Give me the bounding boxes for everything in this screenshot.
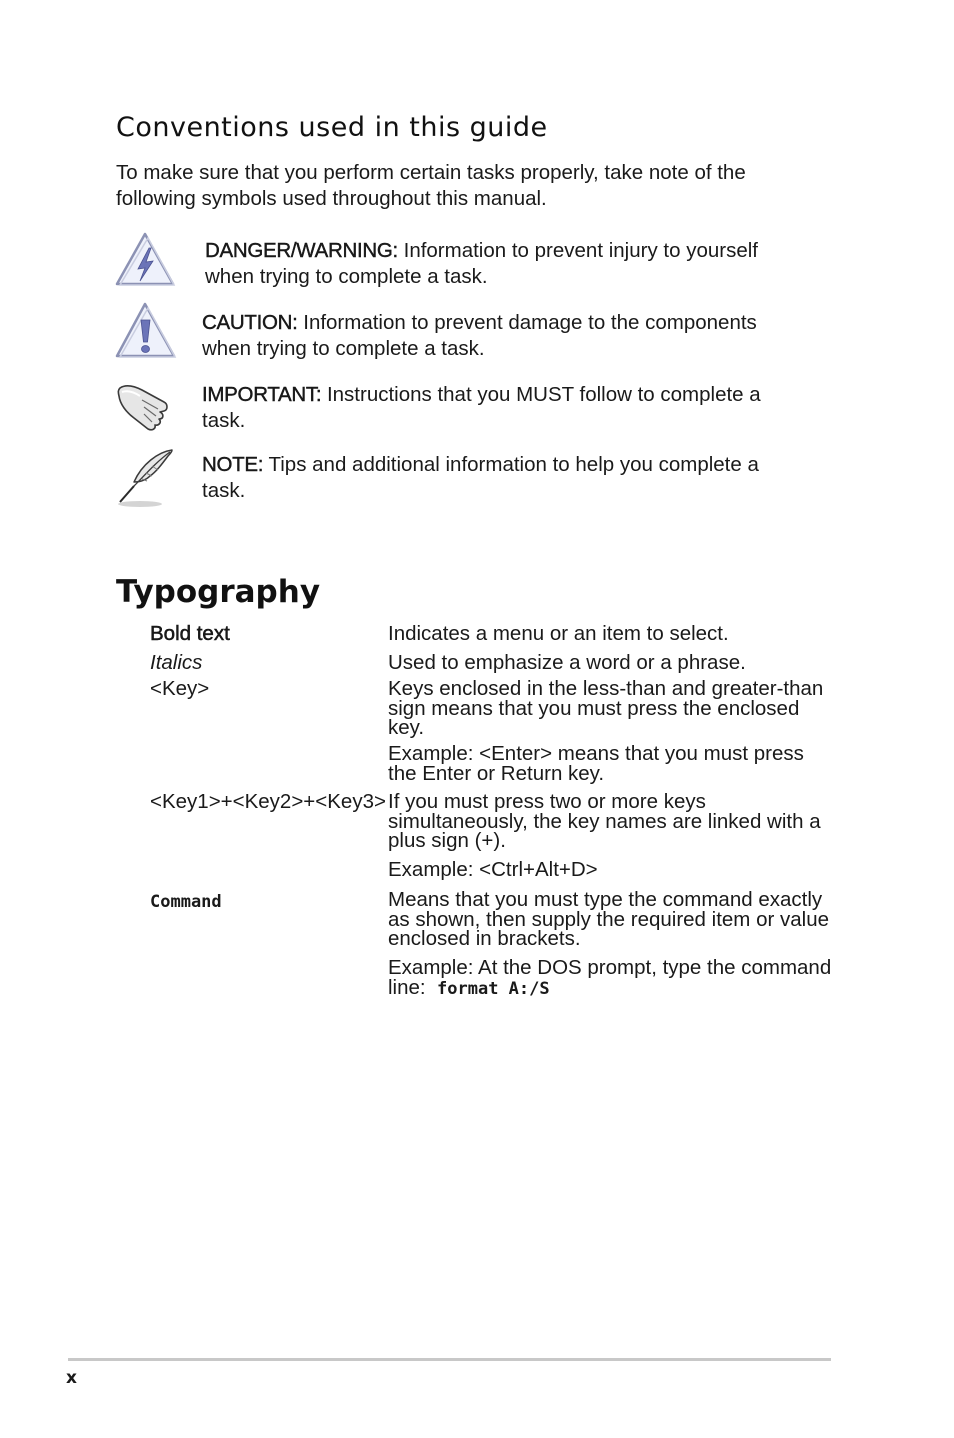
typography-term: Italics (150, 651, 203, 674)
notice-label: DANGER/WARNING: (205, 239, 398, 262)
notice-label: NOTE: (202, 453, 264, 476)
note-feather-icon (112, 446, 182, 508)
notice-text: Tips and additional information to help you complete a task. (202, 453, 759, 502)
important-hand-icon (112, 374, 182, 436)
notice-label: CAUTION: (202, 311, 298, 334)
typography-term: <Key1>+<Key2>+<Key3> (150, 790, 386, 813)
typography-desc: Means that you must type the command exactly as shown, then supply the required item or value enclosed in brackets. (388, 888, 830, 950)
page-number: x (66, 1368, 77, 1388)
conventions-intro: To make sure that you perform certain tasks properly, take note of the following symbols used throughout this manual. (116, 161, 746, 210)
danger-warning-icon (112, 228, 182, 290)
footer-divider (68, 1358, 831, 1361)
typography-example: Example: <Enter> means that you must press the Enter or Return key. (388, 742, 804, 785)
conventions-heading: Conventions used in this guide (116, 112, 548, 143)
example-code: format A:/S (437, 978, 550, 999)
caution-icon (112, 300, 182, 362)
typography-desc: Keys enclosed in the less-than and greater-than sign means that you must press the enclosed key. (388, 677, 824, 739)
notice-text: Information to prevent injury to yourself when trying to complete a task. (205, 239, 758, 288)
typography-desc: Used to emphasize a word or a phrase. (388, 651, 746, 674)
notice-text: Instructions that you MUST follow to complete a task. (202, 383, 761, 432)
typography-term: <Key> (150, 677, 210, 700)
typography-term: Command (150, 892, 222, 912)
typography-example (388, 958, 838, 999)
typography-desc: Indicates a menu or an item to select. (388, 622, 729, 645)
example-text: Example: At the DOS prompt, type the command line: (388, 956, 832, 999)
typography-example: Example: <Ctrl+Alt+D> (388, 858, 598, 881)
typography-term: Bold text (150, 622, 230, 645)
typography-heading: Typography (116, 574, 321, 610)
notice-label: IMPORTANT: (202, 383, 322, 406)
typography-desc: If you must press two or more keys simultaneously, the key names are linked with a plus sign (+). (388, 790, 821, 852)
notice-text: Information to prevent damage to the components when trying to complete a task. (202, 311, 757, 360)
